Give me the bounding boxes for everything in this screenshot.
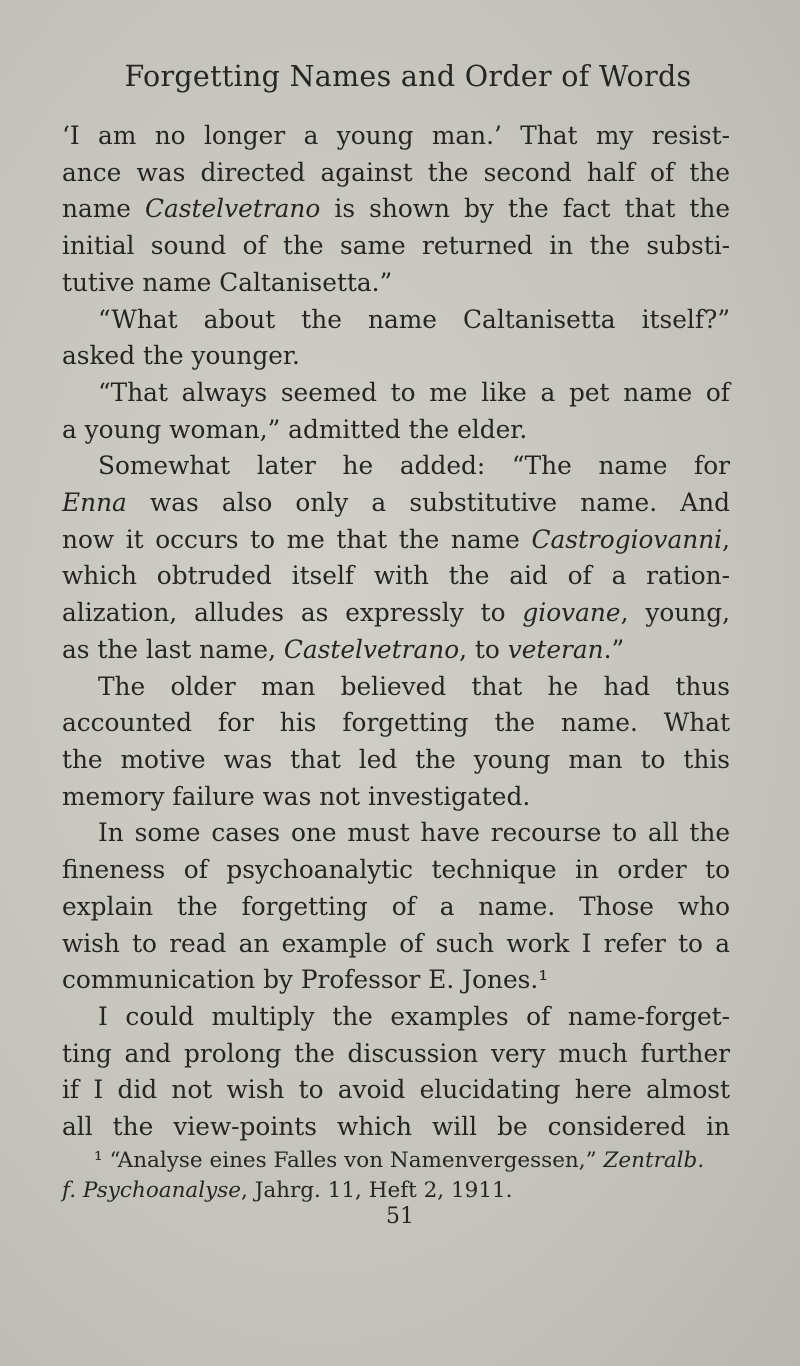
body-line: In some cases one must have recourse to all the bbox=[98, 818, 730, 848]
body-line: which obtruded itself with the aid of a ration- bbox=[62, 561, 730, 591]
body-line: a young woman,” admitted the elder. bbox=[62, 414, 528, 444]
body-line: now it occurs to me that the name Castrogiovanni, bbox=[62, 524, 730, 554]
body-line: Somewhat later he added: “The name for bbox=[98, 451, 730, 481]
body-line: communication by Professor E. Jones.¹ bbox=[62, 965, 549, 995]
footnote-line: f. Psychoanalyse, Jahrg. 11, Heft 2, 1911. bbox=[62, 1178, 513, 1203]
page-number: 51 bbox=[386, 1204, 414, 1229]
body-line: name Castelvetrano is shown by the fact that the bbox=[62, 194, 730, 224]
body-line: “That always seemed to me like a pet name of bbox=[98, 377, 730, 407]
body-line: explain the forgetting of a name. Those who bbox=[62, 891, 730, 921]
body-line: initial sound of the same returned in the substi- bbox=[62, 231, 730, 261]
body-line: wish to read an example of such work I refer to a bbox=[62, 928, 730, 958]
body-line: “What about the name Caltanisetta itself?” bbox=[98, 304, 730, 334]
body-line: Enna was also only a substitutive name. And bbox=[62, 488, 730, 517]
body-line: the motive was that led the young man to this bbox=[62, 745, 730, 774]
footnote-line: ¹ “Analyse eines Falles von Namenvergessen,” Zentralb. bbox=[94, 1148, 705, 1173]
body-line: tutive name Caltanisetta.” bbox=[62, 267, 393, 297]
body-line: if I did not wish to avoid elucidating here almost bbox=[62, 1075, 730, 1105]
body-line: I could multiply the examples of name-forget- bbox=[98, 1001, 730, 1031]
body-line: ance was directed against the second half of the bbox=[62, 157, 730, 187]
body-line: The older man believed that he had thus bbox=[98, 671, 730, 701]
body-line: accounted for his forgetting the name. What bbox=[62, 708, 730, 738]
body-line: as the last name, Castelvetrano, to veteran.” bbox=[62, 634, 625, 664]
body-line: ting and prolong the discussion very much further bbox=[62, 1038, 730, 1068]
body-line: alization, alludes as expressly to giovane, young, bbox=[62, 598, 730, 628]
body-line: memory failure was not investigated. bbox=[62, 781, 531, 811]
body-line: ‘I am no longer a young man.’ That my resist- bbox=[62, 121, 730, 150]
running-head: Forgetting Names and Order of Words bbox=[124, 60, 692, 93]
body-line: all the view-points which will be considered in bbox=[62, 1112, 730, 1141]
body-line: fineness of psychoanalytic technique in order to bbox=[62, 855, 730, 885]
body-line: asked the younger. bbox=[62, 341, 300, 371]
